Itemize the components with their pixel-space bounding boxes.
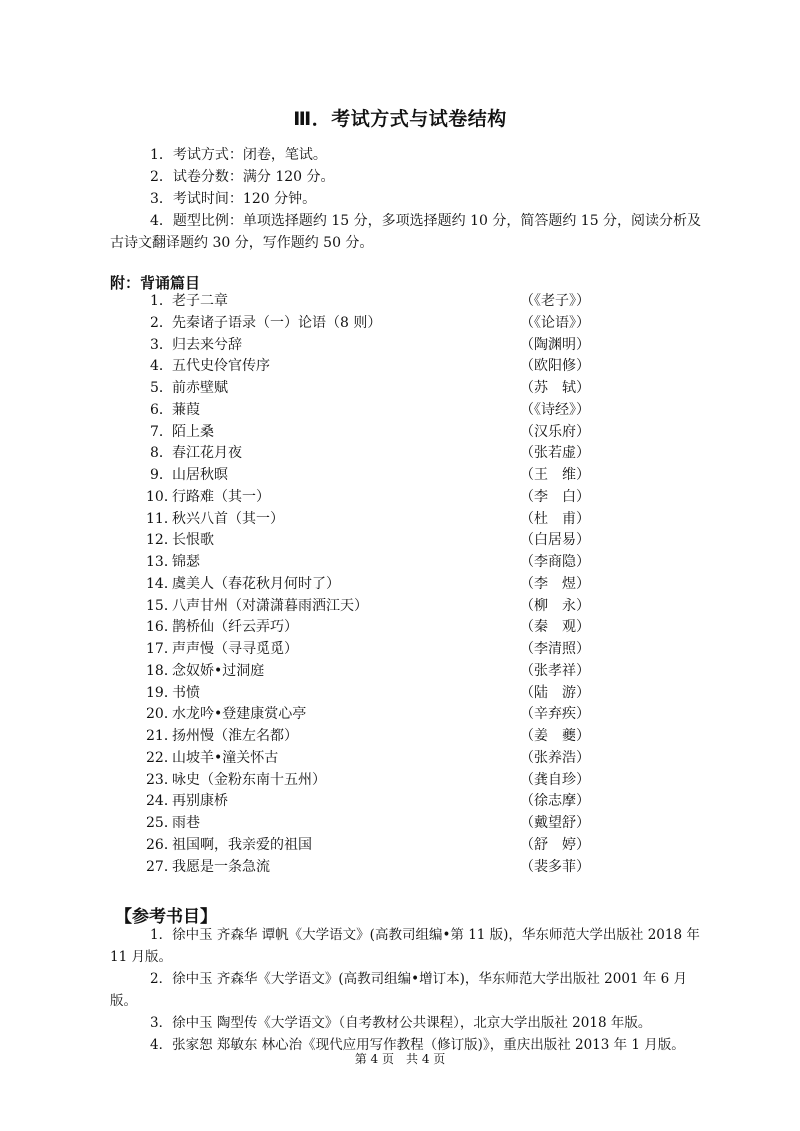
recite-item-number: 21． — [146, 728, 178, 744]
recite-item-number: 27． — [146, 858, 178, 875]
recite-item-number: 13． — [146, 554, 178, 570]
recite-item — [0, 356, 800, 378]
recite-item — [0, 639, 800, 661]
recite-item-number: 19． — [146, 684, 178, 701]
recite-item-title: 先秦诸子语录（一）论语（8 则） — [172, 314, 382, 331]
recite-item-number: 22． — [146, 749, 178, 766]
recite-item-number: 15． — [146, 597, 178, 614]
recite-item-author: （柳 永） — [520, 597, 590, 614]
recite-item-number: 4． — [150, 358, 173, 375]
recite-item-title: 念奴娇•过洞庭 — [172, 662, 265, 679]
recite-item — [0, 313, 800, 335]
recite-item-number: 5． — [150, 380, 173, 396]
recite-item-author: （杜 甫） — [520, 510, 590, 527]
recite-item-number: 14． — [146, 575, 178, 592]
recite-item — [0, 683, 800, 705]
appendix-heading: 附：背诵篇目 — [110, 274, 201, 292]
recite-item-number: 25． — [146, 815, 178, 831]
recite-item — [0, 857, 800, 879]
recite-item-author: （秦 观） — [520, 619, 590, 636]
recite-item-title: 咏史（金粉东南十五州） — [172, 771, 326, 788]
recite-item-title: 鹊桥仙（纤云弄巧） — [172, 619, 298, 636]
recite-item-title: 八声甘州（对潇潇暮雨洒江天） — [172, 597, 368, 614]
recite-item — [0, 596, 800, 618]
recite-item-author: （李清照） — [520, 641, 590, 657]
recite-item-author: （辛弃疾） — [520, 706, 590, 723]
reference-item: 2．徐中玉 齐森华《大学语文》(高教司组编•增订本)，华东师范大学出版社 2001 年 6 月版。 — [110, 971, 687, 1009]
recite-item-author: （张孝祥） — [520, 662, 590, 679]
recite-item-title: 归去来兮辞 — [172, 336, 242, 353]
recite-item — [0, 813, 800, 835]
recite-item — [0, 378, 800, 400]
section-title: Ⅲ．考试方式与试卷结构 — [293, 108, 507, 130]
recite-list — [0, 291, 800, 878]
exam-item: 4．题型比例：单项选择题约 15 分，多项选择题约 10 分，简答题约 15 分，阅读分析及古诗文翻译题约 30 分，写作题约 50 分。 — [110, 213, 702, 251]
recite-item-author: （龚自珍） — [520, 771, 590, 788]
recite-item-author: （张养浩） — [520, 749, 590, 766]
recite-item-title: 雨巷 — [172, 815, 200, 831]
recite-item — [0, 770, 800, 792]
recite-item-title: 秋兴八首（其一） — [172, 510, 284, 527]
references-heading: 【参考书目】 — [115, 907, 217, 927]
recite-item-number: 16． — [146, 619, 178, 636]
recite-item-title: 老子二章 — [172, 293, 228, 309]
recite-item — [0, 552, 800, 574]
recite-item-title: 春江花月夜 — [172, 445, 242, 462]
recite-item — [0, 835, 800, 857]
recite-item-author: （《老子》） — [520, 293, 590, 309]
recite-item-number: 10． — [146, 488, 178, 505]
recite-item-title: 蒹葭 — [172, 401, 200, 418]
recite-item-author: （徐志摩） — [520, 793, 590, 810]
recite-item — [0, 791, 800, 813]
recite-item-title: 水龙吟•登建康赏心亭 — [172, 706, 307, 723]
recite-item-number: 9． — [150, 467, 173, 483]
reference-item: 4．张家恕 郑敏东 林心治《现代应用写作教程（修订版)》，重庆出版社 2013 年 1 月版。 — [150, 1037, 685, 1053]
recite-item-number: 8． — [150, 445, 173, 462]
recite-item-title: 扬州慢（淮左名都） — [172, 728, 298, 744]
recite-item-author: （李 白） — [520, 488, 590, 505]
recite-item — [0, 465, 800, 487]
recite-item — [0, 530, 800, 552]
recite-item-author: （王 维） — [520, 467, 590, 483]
recite-item-number: 24． — [146, 793, 178, 810]
recite-item-author: （戴望舒） — [520, 815, 590, 831]
recite-item — [0, 291, 800, 313]
reference-item: 1．徐中玉 齐森华 谭帆《大学语文》(高教司组编•第 11 版)，华东师范大学出版社 2018 年 11 月版。 — [110, 927, 700, 965]
recite-item — [0, 661, 800, 683]
exam-item: 2．试卷分数：满分 120 分。 — [150, 169, 335, 185]
recite-item-number: 17． — [146, 641, 178, 657]
recite-item-title: 锦瑟 — [172, 554, 200, 570]
recite-item-number: 11． — [146, 510, 178, 527]
recite-item-number: 12． — [146, 532, 178, 549]
recite-item-number: 23． — [146, 771, 178, 788]
recite-item-author: （《诗经》） — [520, 401, 590, 418]
exam-info — [110, 144, 710, 254]
recite-item — [0, 509, 800, 531]
recite-item-author: （李 煜） — [520, 575, 590, 592]
recite-item — [0, 487, 800, 509]
recite-item-title: 山坡羊•潼关怀古 — [172, 749, 279, 766]
recite-item-number: 6． — [150, 401, 173, 418]
recite-item-title: 行路难（其一） — [172, 488, 270, 505]
recite-item-author: （舒 婷） — [520, 836, 590, 853]
recite-item — [0, 443, 800, 465]
recite-item-number: 7． — [150, 423, 173, 440]
recite-item — [0, 748, 800, 770]
recite-item — [0, 422, 800, 444]
recite-item-number: 18． — [146, 662, 178, 679]
recite-item-title: 再别康桥 — [172, 793, 228, 810]
recite-item-author: （李商隐） — [520, 554, 590, 570]
recite-item-title: 我愿是一条急流 — [172, 858, 270, 875]
recite-item-author: （欧阳修） — [520, 358, 590, 375]
exam-item: 3．考试时间：120 分钟。 — [150, 191, 317, 207]
recite-item-number: 3． — [150, 336, 173, 353]
recite-item-title: 虞美人（春花秋月何时了） — [172, 575, 340, 592]
recite-item — [0, 335, 800, 357]
recite-item-author: （张若虚） — [520, 445, 590, 462]
recite-item-author: （姜 夔） — [520, 728, 590, 744]
recite-item-author: （苏 轼） — [520, 380, 590, 396]
recite-item-title: 长恨歌 — [172, 532, 214, 549]
reference-item: 3．徐中玉 陶型传《大学语文》（自考教材公共课程），北京大学出版社 2018 年版。 — [150, 1015, 652, 1031]
recite-item-title: 山居秋暝 — [172, 467, 228, 483]
recite-item-title: 前赤壁赋 — [172, 380, 228, 396]
recite-item-author: （《论语》） — [520, 314, 590, 331]
recite-item — [0, 726, 800, 748]
recite-item-number: 2． — [150, 314, 173, 331]
recite-item-author: （白居易） — [520, 532, 590, 549]
page-footer: 第 4 页 共 4 页 — [354, 1052, 446, 1066]
recite-item-number: 26． — [146, 836, 178, 853]
exam-item: 1．考试方式：闭卷，笔试。 — [150, 147, 327, 163]
recite-item-number: 20． — [146, 706, 178, 723]
references — [110, 924, 702, 1056]
recite-item-number: 1． — [150, 293, 173, 309]
recite-item-author: （裴多菲） — [520, 858, 590, 875]
recite-item-title: 陌上桑 — [172, 423, 214, 440]
recite-item-title: 声声慢（寻寻觅觅） — [172, 641, 298, 657]
recite-item-title: 祖国啊，我亲爱的祖国 — [172, 836, 312, 853]
recite-item — [0, 574, 800, 596]
recite-item — [0, 704, 800, 726]
recite-item-author: （陆 游） — [520, 684, 590, 701]
recite-item-title: 五代史伶官传序 — [172, 358, 270, 375]
recite-item — [0, 617, 800, 639]
recite-item — [0, 400, 800, 422]
recite-item-author: （汉乐府） — [520, 423, 590, 440]
recite-item-title: 书愤 — [172, 684, 200, 701]
recite-item-author: （陶渊明） — [520, 336, 590, 353]
